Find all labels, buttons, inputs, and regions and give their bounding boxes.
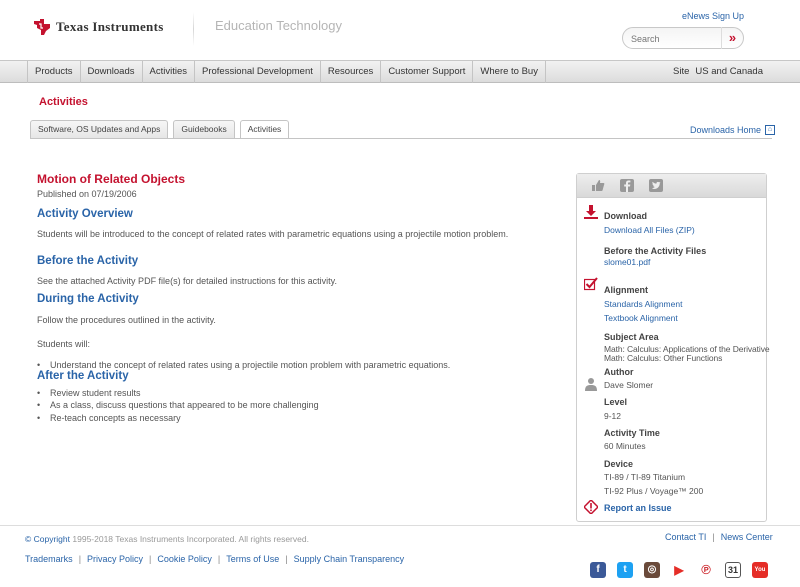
page-title: Activities <box>39 96 88 108</box>
main-nav <box>0 60 800 83</box>
social-share-bar <box>577 174 766 198</box>
instagram-icon[interactable]: ◎ <box>644 562 660 578</box>
device-value: TI-92 Plus / Voyage™ 200 <box>604 486 704 496</box>
before-heading: Before the Activity <box>37 255 139 267</box>
during-text: Follow the procedures outlined in the activity. <box>37 315 216 325</box>
like-icon[interactable] <box>591 179 605 192</box>
twitter-icon[interactable] <box>649 179 663 192</box>
twitter-icon[interactable]: t <box>617 562 633 578</box>
site-value: US and Canada <box>695 66 763 77</box>
copyright-text: 1995-2018 Texas Instruments Incorporated. All rights reserved. <box>72 534 309 544</box>
link-separator: | <box>217 554 221 564</box>
privacy-policy-link[interactable]: Privacy Policy <box>87 554 144 564</box>
footer-social-icons <box>590 562 779 578</box>
report-issue-icon <box>584 500 598 514</box>
facebook-icon[interactable]: f <box>590 562 606 578</box>
tab-software[interactable]: Software, OS Updates and Apps <box>30 120 168 138</box>
search-submit-button[interactable]: » <box>721 27 743 49</box>
site-label: Site <box>673 66 690 77</box>
terms-of-use-link[interactable]: Terms of Use <box>226 554 280 564</box>
tab-activities[interactable]: Activities <box>240 120 290 139</box>
level-label: Level <box>604 397 628 407</box>
level-value: 9-12 <box>604 411 622 421</box>
activity-time-label: Activity Time <box>604 428 660 438</box>
author-value: Dave Slomer <box>604 380 654 390</box>
activity-time-value: 60 Minutes <box>604 441 646 451</box>
link-separator: | <box>712 532 715 542</box>
nav-item-professional-development[interactable]: Professional Development <box>195 61 321 83</box>
subject-area-value: Math: Calculus: Applications of the Derivative <box>604 344 770 354</box>
activity-title: Motion of Related Objects <box>37 172 186 186</box>
footer-divider <box>0 525 800 526</box>
search-input[interactable] <box>631 32 717 45</box>
ti-logo-icon <box>33 18 51 36</box>
cookie-policy-link[interactable]: Cookie Policy <box>157 554 212 564</box>
during-heading: During the Activity <box>37 293 139 305</box>
youtube-logo-icon[interactable]: You <box>752 562 768 578</box>
nav-item-activities[interactable]: Activities <box>143 61 195 83</box>
published-date: Published on 07/19/2006 <box>37 189 137 199</box>
download-label: Download <box>604 211 647 221</box>
enews-signup-link[interactable]: eNews Sign Up <box>681 11 744 21</box>
news-center-link[interactable]: News Center <box>720 532 773 542</box>
site-selector[interactable] <box>673 61 763 82</box>
standards-alignment-link[interactable]: Standards Alignment <box>604 299 683 309</box>
link-separator: | <box>78 554 82 564</box>
nav-item-products[interactable]: Products <box>27 61 81 83</box>
downloads-home-label: Downloads Home <box>690 125 762 135</box>
youtube-icon[interactable]: ▶ <box>671 562 687 578</box>
trademarks-link[interactable]: Trademarks <box>25 554 73 564</box>
header-divider <box>193 12 194 46</box>
home-icon: ⌂ <box>765 125 775 135</box>
before-text: See the attached Activity PDF file(s) for detailed instructions for this activity. <box>37 276 337 286</box>
textbook-alignment-link[interactable]: Textbook Alignment <box>604 313 678 323</box>
alignment-label: Alignment <box>604 285 648 295</box>
contact-ti-link[interactable]: Contact TI <box>665 532 707 542</box>
subject-area-label: Subject Area <box>604 332 659 342</box>
tab-divider <box>30 138 772 139</box>
ti-logo[interactable] <box>33 18 164 36</box>
nav-item-downloads[interactable]: Downloads <box>81 61 143 83</box>
list-item: • Re-teach concepts as necessary <box>50 413 181 423</box>
device-label: Device <box>604 459 634 469</box>
brand-name: Texas Instruments <box>56 19 164 34</box>
list-item: • Understand the concept of related rates using a projectile motion problem with parametric equations. <box>50 360 450 370</box>
activity-sidebar <box>576 173 770 522</box>
pdf-file-link[interactable]: slome01.pdf <box>604 257 651 267</box>
download-icon <box>584 205 598 219</box>
nav-item-where-to-buy[interactable]: Where to Buy <box>473 61 546 83</box>
footer-links <box>25 554 404 564</box>
site-header <box>0 0 800 60</box>
link-separator: | <box>149 554 152 564</box>
copyright-link[interactable]: © Copyright <box>25 534 71 544</box>
footer-right-links <box>665 532 773 542</box>
overview-text: Students will be introduced to the concept of related rates with parametric equations using a projectile motion problem. <box>37 229 509 239</box>
division-name: Education Technology <box>215 18 342 33</box>
link-separator: | <box>285 554 288 564</box>
before-files-label: Before the Activity Files <box>604 246 707 256</box>
device-value: TI-89 / TI-89 Titanium <box>604 472 686 482</box>
facebook-icon[interactable] <box>620 179 634 192</box>
supply-chain-link[interactable]: Supply Chain Transparency <box>293 554 405 564</box>
overview-heading: Activity Overview <box>37 208 133 220</box>
author-icon <box>584 377 598 391</box>
after-heading: After the Activity <box>37 370 129 382</box>
report-issue-link[interactable]: Report an Issue <box>604 503 672 513</box>
nav-item-resources[interactable]: Resources <box>321 61 381 83</box>
nav-item-customer-support[interactable]: Customer Support <box>381 61 473 83</box>
calendar-icon[interactable]: 31 <box>725 562 741 578</box>
list-item: • Review student results <box>50 388 141 398</box>
downloads-home-link[interactable] <box>690 125 775 135</box>
list-item: • As a class, discuss questions that appeared to be more challenging <box>50 400 319 410</box>
download-all-link[interactable]: Download All Files (ZIP) <box>604 225 695 235</box>
checkbox-icon <box>584 277 598 291</box>
author-label: Author <box>604 367 634 377</box>
students-will-label: Students will: <box>37 339 91 349</box>
copyright <box>25 534 309 544</box>
download-tabs <box>30 120 294 139</box>
subject-area-value: Math: Calculus: Other Functions <box>604 353 723 363</box>
tab-guidebooks[interactable]: Guidebooks <box>173 120 234 138</box>
search-box <box>622 27 744 49</box>
pinterest-icon[interactable]: ℗ <box>698 562 714 578</box>
